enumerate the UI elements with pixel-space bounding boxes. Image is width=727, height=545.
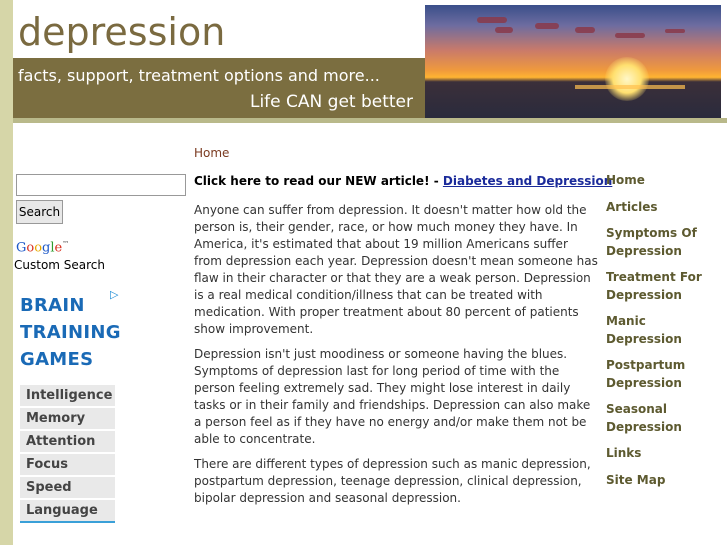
google-logo: Google™ [16,240,70,256]
ad-link-language[interactable]: Language [20,500,115,523]
adchoices-icon[interactable]: ▷ [110,288,119,301]
sun [605,57,649,101]
article-paragraph: Depression isn't just moodiness or someone having the blues. Symptoms of depression last for long period of time with the person feeling extremely sad. They might lose interest in daily tasks or in their family and friendships. Depression can also make a person feel as if they have no energy and/or make them not be able to concentrate. [194,347,591,446]
right-nav [606,172,720,498]
nav-item-links[interactable] [606,445,720,463]
nav-item-treatment-for-depression[interactable] [606,269,720,304]
nav-item-label: Links [606,446,642,460]
ad-link-intelligence[interactable]: Intelligence [20,385,115,406]
google-tm: ™ [62,240,70,248]
article-paragraph: There are different types of depression such as manic depression, postpartum depression, teenage depression, clinical depression, bipolar depression and seasonal depression. [194,457,591,505]
page [13,0,727,545]
nav-item-label: Seasonal [606,402,668,416]
nav-item-seasonal-depression[interactable] [606,401,720,436]
ad-links [20,385,115,525]
nav-item-site-map[interactable] [606,472,720,490]
nav-item-postpartum-depression[interactable] [606,357,720,392]
header-divider [13,118,727,123]
nav-item-label: Depression [606,419,682,434]
ad-title-line[interactable]: TRAINING [20,322,121,343]
nav-item-symptoms-of-depression[interactable] [606,225,720,260]
new-article-link[interactable]: Diabetes and Depression [442,174,613,188]
ad-link-speed[interactable]: Speed [20,477,115,498]
sunset-image [425,5,721,118]
slogan: Life CAN get better [249,92,413,112]
nav-item-articles[interactable] [606,199,720,217]
logo-area[interactable] [13,0,425,58]
ad-link-focus[interactable]: Focus [20,454,115,475]
nav-item-label: Depression [606,287,682,302]
new-article-notice [194,174,612,188]
nav-item-label: Site Map [606,472,666,487]
nav-item-manic-depression[interactable] [606,313,720,348]
ad-title-line[interactable]: BRAIN [20,295,85,316]
nav-item-label: Articles [606,199,658,214]
ad-link-attention[interactable]: Attention [20,431,115,452]
tagline: facts, support, treatment options and more... [18,66,380,85]
nav-item-label: Treatment For [606,270,702,284]
nav-item-label: Depression [606,375,682,390]
nav-item-label: Postpartum [606,358,686,372]
nav-item-label: Home [606,173,645,187]
tagline-bar [13,58,425,118]
nav-item-label: Manic Depression [606,314,682,346]
article-content [194,202,598,515]
ad-title-line[interactable]: GAMES [20,349,94,370]
ad-link-memory[interactable]: Memory [20,408,115,429]
article-paragraph: Anyone can suffer from depression. It doesn't matter how old the person is, their gender, race, or how much money they have. In America, it's estimated that about 19 million Americans suffer from depression each year. Depression doesn't mean someone has flaw in their character or that they are a weak person. Depression is a real medical condition/illness that can be treated with medication. With proper treatment about 80 percent of patients show improvement. [194,203,598,336]
ad-block[interactable] [20,288,124,373]
site-header [13,0,727,118]
nav-item-label: Symptoms Of [606,226,697,240]
search-button[interactable]: Search [16,200,63,224]
site-title[interactable]: depression [18,10,226,54]
breadcrumb[interactable]: Home [194,146,230,160]
nav-item-home[interactable] [606,172,720,190]
search-input[interactable] [16,174,186,196]
new-article-prefix: Click here to read our NEW article! - [194,174,443,188]
custom-search-label: Custom Search [14,258,106,272]
nav-item-label: Depression [606,243,682,258]
